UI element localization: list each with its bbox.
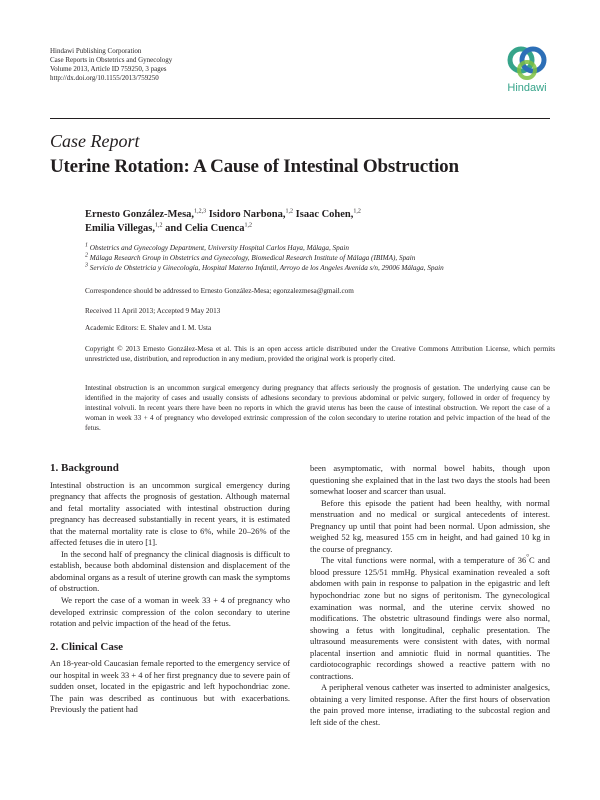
publication-info [50, 47, 172, 83]
affiliation: $^3$ Servicio de Obstetricia y Ginecología, Hospital Materno Infantil, Arroyo de los Angeles Avenida s/n, 29006 Málaga, Spain [85, 262, 444, 272]
received-accepted-dates: Received 11 April 2013; Accepted 9 May 2013 [85, 307, 221, 315]
abstract: Intestinal obstruction is an uncommon surgical emergency during pregnancy that affects seriously the prognosis of gestation. The underlying cause can be identified in the majority of cases and usually consists of adhesions secondary to previous abdominal or pelvic surgery, followed in order of frequency by intestinal volvuli. In recent years there have been no reports in which the gravid uterus has been the cause of intestinal obstruction. We report the case of a woman in week 33 + 4 of pregnancy who developed extrinsic compression of the colon secondary to uterine rotation and pelvic impaction of the head of the fetus. [85, 384, 550, 432]
author-affiliation-marks: 1,2 [155, 222, 163, 229]
hindawi-logo [497, 44, 557, 106]
publisher-name: Hindawi Publishing Corporation [50, 47, 142, 55]
section-heading-clinical-case: 2. Clinical Case [50, 640, 124, 653]
affiliation: $^1$ Obstetrics and Gynecology Department, University Hospital Carlos Haya, Málaga, Spain [85, 242, 349, 252]
volume-info: Volume 2013, Article ID 759250, 3 pages [50, 65, 167, 73]
copyright-notice: Copyright © 2013 Ernesto González-Mesa et al. This is an open access article distributed under the Creative Commons Attribution License, which permits unrestricted use, distribution, and reproduction in any medium, provided the original work is properly cited. [85, 345, 555, 363]
paragraph: The vital functions were normal, with a temperature of 36°C and blood pressure 125/51 mmHg. Physical examination revealed a soft abdomen with pain in response to palpation in the epigastric and left hypochondriac zone but no signs of peritonism. The gynecological examination was normal, and the uterine cervix showed no modifications. The obstetric ultrasound findings were also normal, showing a fetus with longitudinal, cephalic presentation. The ultrasound measurements were consistent with dates, with normal placental insertion and amniotic fluid in normal quantities. The cardiotocographic recordings showed a reactive pattern with no contractions. [310, 553, 551, 681]
paragraph: Before this episode the patient had been healthy, with normal menstruation and no medical or surgical antecedents of interest. Pregnancy up until that point had been normal. Upon admission, she weighed 52 kg, measured 155 cm in height, and had gained 10 kg in the course of pregnancy. [310, 497, 550, 554]
author-name: Isaac Cohen, [295, 209, 354, 220]
paragraph: We report the case of a woman in week 33 + 4 of pregnancy who developed extrinsic compression of the colon secondary to uterine rotation and pelvic impaction of the head of the fetus. [50, 595, 290, 629]
article-type: Case Report [50, 131, 140, 151]
paragraph: Intestinal obstruction is an uncommon surgical emergency during pregnancy that affects the prognosis of gestation. Although maternal and fetal mortality associated with intestinal obstruction during pregnancy has decreased substantially in recent years, it is estimated that the maternal mortality rate is close to 6%, while 20–26% of the affected fetuses die in utero [1]. [50, 479, 290, 548]
section-heading-background: 1. Background [50, 462, 119, 474]
paragraph: been asymptomatic, with normal bowel habits, though upon questioning she explained that in the last two days the stools had been somewhat looser and scarcer than usual. [310, 463, 550, 497]
author-name: and Celia Cuenca [165, 223, 245, 234]
article-title: Uterine Rotation: A Cause of Intestinal Obstruction [50, 156, 459, 177]
paragraph: In the second half of pregnancy the clinical diagnosis is difficult to establish, because both abdominal distension and displacement of the abdominal organs as a result of uterine growth can mask the symptoms of obstruction. [50, 548, 290, 594]
left-column [50, 463, 290, 716]
author-name: Ernesto González-Mesa, [85, 209, 195, 220]
affiliation: $^2$ Málaga Research Group in Obstetrics and Gynecology, Biomedical Research Institute of Málaga (IBIMA), Spain [85, 252, 416, 262]
right-column [310, 463, 550, 729]
author-name: Emilia Villegas, [85, 223, 156, 234]
journal-name: Case Reports in Obstetrics and Gynecology [50, 56, 173, 64]
author-name: Isidoro Narbona, [208, 209, 286, 220]
author-list [85, 208, 525, 236]
logo-wordmark: Hindawi [507, 82, 547, 94]
correspondence: Correspondence should be addressed to Ernesto González-Mesa; egonzalezmesa@gmail.com [85, 287, 354, 295]
author-affiliation-marks: 1,2 [244, 222, 252, 229]
paragraph: An 18-year-old Caucasian female reported to the emergency service of our hospital in week 33 + 4 of her first pregnancy due to severe pain of sudden onset, located in the epigastric and left hypochondriac zone. The pain was described as continuous but with exacerbations. Previously the patient had [50, 658, 290, 715]
doi-link[interactable]: http://dx.doi.org/10.1155/2013/759250 [50, 74, 159, 82]
academic-editors: Academic Editors: E. Shalev and I. M. Usta [85, 324, 212, 332]
hindawi-logo-icon [504, 44, 550, 84]
header-rule [50, 118, 550, 119]
affiliations [85, 243, 555, 273]
paragraph: A peripheral venous catheter was inserted to administer analgesics, obtaining a very limited response. After the first hours of observation the pain proved more intense, irradiating to the subcostal region and left side of the chest. [310, 682, 550, 728]
author-affiliation-marks: 1,2 [285, 208, 294, 215]
author-affiliation-marks: 1,2,3 [194, 208, 207, 215]
author-affiliation-marks: 1,2 [353, 208, 361, 215]
